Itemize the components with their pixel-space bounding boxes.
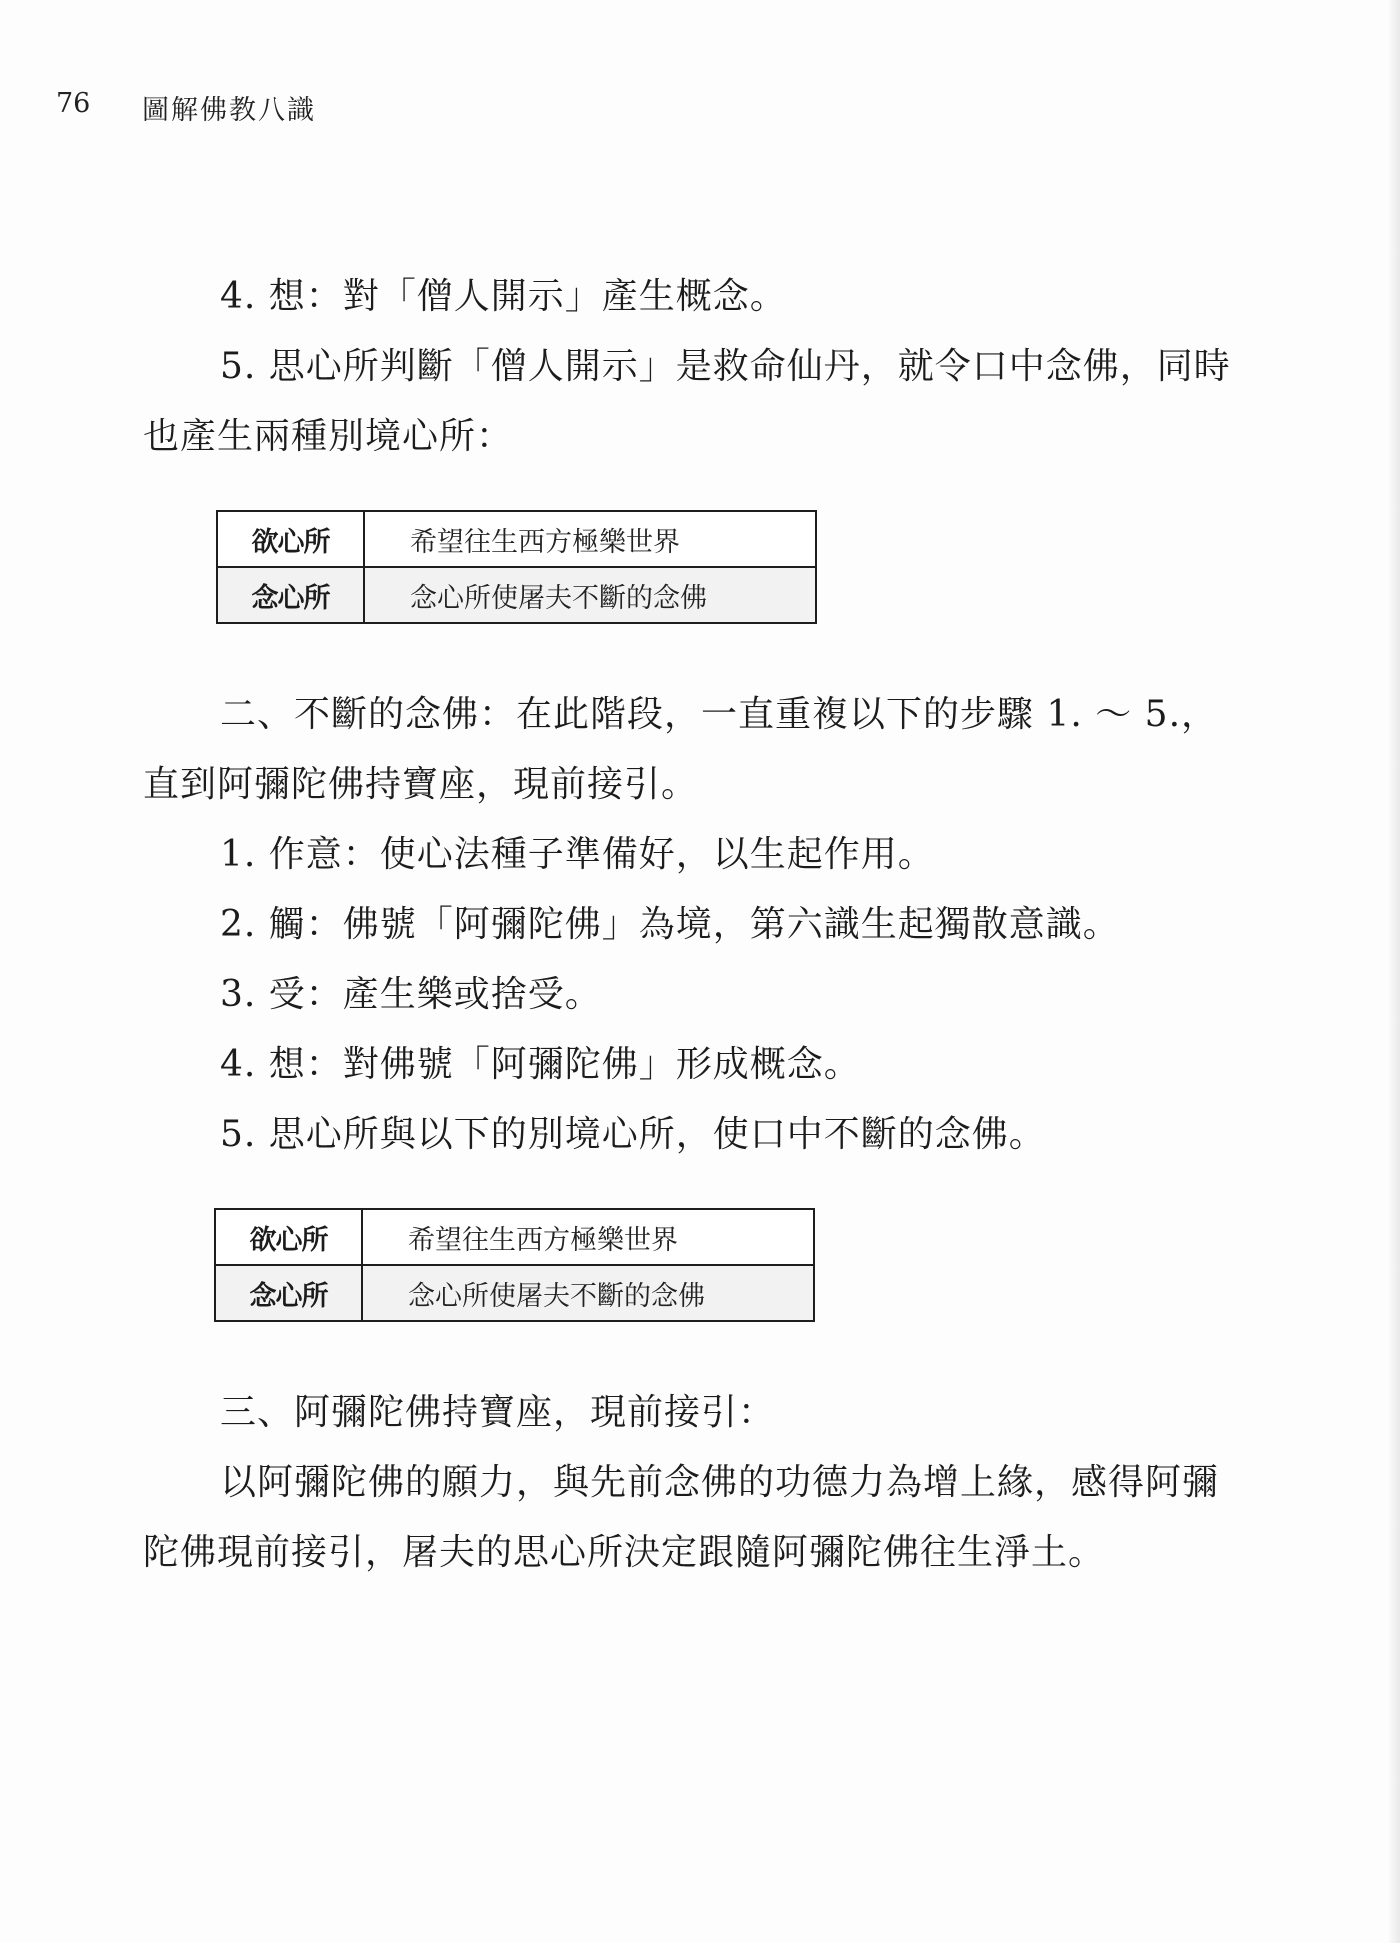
step-3: 3. 受：產生樂或捨受。: [220, 974, 602, 1015]
step-1: 1. 作意：使心法種子準備好，以生起作用。: [220, 834, 935, 875]
scan-edge-shadow: [1386, 0, 1400, 1943]
table-row: [217, 567, 816, 623]
section-three-paragraph-line-2: 陀佛現前接引，屠夫的思心所決定跟隨阿彌陀佛往生淨土。: [143, 1532, 1106, 1573]
section-three-paragraph-line-1: 以阿彌陀佛的願力，與先前念佛的功德力為增上緣，感得阿彌: [220, 1462, 1220, 1503]
table-cell-desc: 念心所使屠夫不斷的念佛: [364, 567, 816, 623]
section-two-heading-line-2: 直到阿彌陀佛持寶座，現前接引。: [143, 764, 699, 805]
mental-factor-table-2: [214, 1208, 815, 1322]
table-cell-desc: 希望往生西方極樂世界: [362, 1209, 814, 1265]
step-4: 4. 想：對佛號「阿彌陀佛」形成概念。: [220, 1044, 861, 1085]
page-number: 76: [56, 88, 91, 119]
table-row: [215, 1265, 814, 1321]
item-4-perception: 4. 想：對「僧人開示」產生概念。: [220, 276, 787, 317]
table-cell-desc: 希望往生西方極樂世界: [364, 511, 816, 567]
table-cell-term: 念心所: [217, 567, 364, 623]
mental-factor-table-1: [216, 510, 817, 624]
step-2: 2. 觸：佛號「阿彌陀佛」為境，第六識生起獨散意識。: [220, 904, 1120, 945]
section-two-heading-line-1: 二、不斷的念佛：在此階段，一直重複以下的步驟 1. ～ 5.，: [220, 694, 1219, 735]
table-row: [217, 511, 816, 567]
table-cell-desc: 念心所使屠夫不斷的念佛: [362, 1265, 814, 1321]
table-cell-term: 念心所: [215, 1265, 362, 1321]
table-cell-term: 欲心所: [215, 1209, 362, 1265]
running-title: 圖解佛教八識: [142, 95, 316, 126]
step-5: 5. 思心所與以下的別境心所，使口中不斷的念佛。: [220, 1114, 1046, 1155]
item-5-volition-line-1: 5. 思心所判斷「僧人開示」是救命仙丹，就令口中念佛，同時: [220, 346, 1231, 387]
section-three-heading: 三、阿彌陀佛持寶座，現前接引：: [220, 1392, 776, 1433]
item-5-volition-line-2: 也產生兩種別境心所：: [143, 416, 514, 457]
table-cell-term: 欲心所: [217, 511, 364, 567]
table-row: [215, 1209, 814, 1265]
